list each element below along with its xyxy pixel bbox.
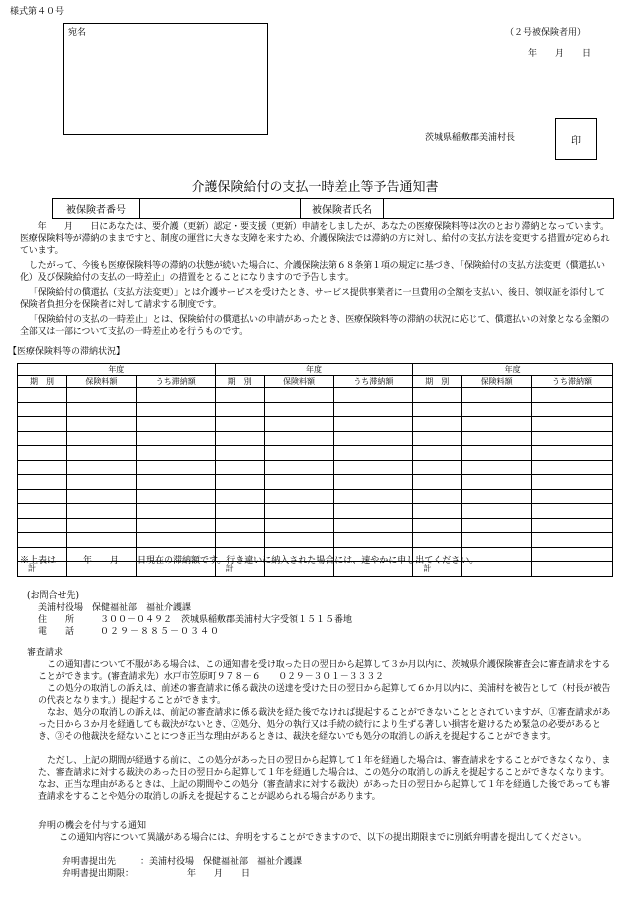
table-cell [532, 533, 613, 548]
table-cell [413, 446, 462, 461]
table-cell [136, 446, 215, 461]
table-cell [334, 388, 413, 403]
arrears-table [17, 363, 613, 577]
table-cell [215, 460, 264, 475]
review-heading: 審査請求 [27, 648, 64, 658]
table-cell [215, 402, 264, 417]
table-cell [66, 460, 136, 475]
table-cell [264, 504, 334, 519]
intro-paragraph-3: 「保険給付の償還払（支払方法変更）」とは介護サービスを受けたとき、サービス提供事業者に一旦費用の全額を支払い、後日、領収証を添付して保険者負担分を保険者に対して請求する制度です。 [20, 288, 605, 310]
table-cell [136, 417, 215, 432]
premium-header: 保険料額 [462, 376, 532, 388]
table-cell [334, 460, 413, 475]
hearing-dest: ：美浦村役場 保健福祉部 福祉介護課 [140, 857, 303, 867]
review-paragraph-2: この処分の取消しの訴えは、前述の審査請求に係る裁決の送達を受けた日の翌日から起算して６か月以内に、美浦村を被告として（村長が被告の代表となります。）提起することができます。 [38, 684, 611, 706]
table-cell [66, 402, 136, 417]
review-paragraph-3: なお、処分の取消しの訴えは、前記の審査請求に係る裁決を経た後でなければ提起することができないこととされていますが、①審査請求があった日から３か月を経過しても裁決がないとき、②処分、処分の執行又は手続の続行により生ずる著しい損害を避けるため緊急の必要があるとき、③その他裁決を経ないことにつき正当な理由があるときは、裁決を経ないでも処分の取消しの訴えを提起することができます。 [38, 708, 611, 742]
table-cell [136, 489, 215, 504]
issue-date: 年 月 日 [528, 49, 592, 59]
table-row [18, 460, 613, 475]
insured-number-field[interactable] [140, 199, 301, 218]
hearing-text: この通知内容について異議がある場合には、弁明をすることができますので、以下の提出期限までに別紙弁明書を提出してください。 [59, 833, 587, 843]
table-cell [215, 417, 264, 432]
addressee-box [63, 23, 268, 135]
table-cell [66, 518, 136, 533]
table-row [18, 388, 613, 403]
hearing-dest-label: 弁明書提出先 [62, 857, 117, 867]
review-paragraph-1: この通知書について不服がある場合は、この通知書を受け取った日の翌日から起算して３か月以内に、茨城県介護保険審査会に審査請求をすることができます。(審査請求先）水戸市笠原町９７８－６ ０２９－３０１－３３３２ [38, 660, 611, 682]
period-header: 期 別 [18, 376, 67, 388]
table-row [18, 431, 613, 446]
table-cell [215, 431, 264, 446]
table-cell [462, 446, 532, 461]
insured-name-field[interactable] [384, 199, 613, 218]
table-row [18, 533, 613, 548]
table-cell [136, 431, 215, 446]
table-cell [18, 489, 67, 504]
insured-name-label: 被保険者氏名 [301, 199, 384, 218]
table-cell [264, 475, 334, 490]
table-row [18, 489, 613, 504]
table-cell [18, 518, 67, 533]
period-header: 期 別 [413, 376, 462, 388]
table-cell [264, 402, 334, 417]
table-row [18, 417, 613, 432]
intro-paragraph-2: したがって、今後も医療保険料等の滞納の状態が続いた場合に、介護保険法第６８条第１項の規定に基づき、「保険給付の支払方法変更（償還払い化）及び保険給付の支払の一時差止」の措置をとることになりますので予告します。 [20, 261, 605, 283]
arrears-header: うち滞納額 [136, 376, 215, 388]
page-title: 介護保険給付の支払一時差止等予告通知書 [191, 180, 439, 195]
contact-phone-label: 電 話 [38, 627, 75, 637]
table-cell [264, 518, 334, 533]
table-cell [413, 533, 462, 548]
table-cell [532, 388, 613, 403]
hearing-deadline: 年 月 日 [187, 869, 251, 879]
table-cell [413, 431, 462, 446]
table-cell [462, 388, 532, 403]
table-cell [462, 417, 532, 432]
table-cell [532, 417, 613, 432]
table-cell [136, 533, 215, 548]
table-cell [18, 460, 67, 475]
table-cell [532, 460, 613, 475]
insured-info-row [52, 198, 614, 219]
table-cell [66, 388, 136, 403]
total-label: 計 [413, 562, 462, 577]
contact-heading: (お問合せ先) [27, 591, 80, 601]
intro-paragraph-4: 「保険給付の支払の一時差止」とは、保険給付の償還払いの申請があったとき、医療保険料等の滞納の状況に応じて、償還払いの対象となる金額の全部又は一部について支払の一時差止めを行うものです。 [20, 315, 610, 337]
table-cell [413, 504, 462, 519]
table-cell [18, 402, 67, 417]
table-cell [334, 518, 413, 533]
table-cell [532, 562, 613, 577]
period-header: 期 別 [215, 376, 264, 388]
table-column-header-row [18, 376, 613, 388]
table-cell [264, 460, 334, 475]
seal-label: 印 [571, 135, 581, 147]
table-cell [264, 417, 334, 432]
table-cell [264, 489, 334, 504]
table-cell [215, 446, 264, 461]
table-cell [462, 518, 532, 533]
table-cell [462, 504, 532, 519]
table-cell [413, 417, 462, 432]
table-cell [413, 388, 462, 403]
table-cell [66, 489, 136, 504]
form-number: 様式第４０号 [10, 7, 65, 17]
table-cell [215, 533, 264, 548]
table-cell [334, 533, 413, 548]
table-cell [18, 388, 67, 403]
table-cell [136, 504, 215, 519]
table-cell [136, 460, 215, 475]
premium-header: 保険料額 [66, 376, 136, 388]
table-cell [462, 533, 532, 548]
year-header: 年度 [18, 364, 216, 376]
total-label: 計 [215, 562, 264, 577]
intro-paragraph-1: 年 月 日にあなたは、要介護（更新）認定・要支援（更新）申請をしましたが、あなたの医療保険料等は次のとおり滞納となっています。医療保険料等が滞納のままですと、制度の運営に大きな支障を来すため、介護保険法では滞納の方に対し、給付の支払方法を変更する措置が定められています。 [20, 222, 610, 256]
table-cell [532, 431, 613, 446]
table-cell [264, 446, 334, 461]
table-cell [532, 402, 613, 417]
section-title: 【医療保険料等の滞納状況】 [8, 347, 126, 357]
table-cell [264, 388, 334, 403]
table-cell [215, 388, 264, 403]
total-label: 計 [18, 562, 67, 577]
table-cell [462, 475, 532, 490]
arrears-header: うち滞納額 [532, 376, 613, 388]
table-cell [532, 446, 613, 461]
table-cell [462, 460, 532, 475]
addressee-label: 宛名 [68, 28, 87, 38]
premium-header: 保険料額 [264, 376, 334, 388]
table-cell [215, 489, 264, 504]
table-cell [462, 402, 532, 417]
table-cell [136, 388, 215, 403]
table-cell [532, 547, 613, 562]
table-cell [66, 533, 136, 548]
table-cell [66, 417, 136, 432]
table-cell [532, 475, 613, 490]
table-cell [66, 475, 136, 490]
table-cell [334, 446, 413, 461]
contact-office: 美浦村役場 保健福祉部 福祉介護課 [38, 603, 192, 613]
table-cell [532, 504, 613, 519]
table-cell [215, 518, 264, 533]
table-note: ※上表は 年 月 日現在の滞納額です。行き違いに納入された場合には、速やかに申し出てください。 [20, 556, 479, 566]
table-cell [66, 431, 136, 446]
table-row [18, 402, 613, 417]
table-cell [136, 402, 215, 417]
table-cell [18, 533, 67, 548]
insured-number-label: 被保険者番号 [53, 199, 140, 218]
table-cell [462, 431, 532, 446]
hearing-deadline-label: 弁明書提出期限： [62, 869, 135, 879]
table-row [18, 446, 613, 461]
table-cell [413, 460, 462, 475]
table-cell [18, 431, 67, 446]
contact-address: ３００－０４９２ 茨城県稲敷郡美浦村大字受領１５１５番地 [100, 615, 353, 625]
year-header: 年度 [413, 364, 613, 376]
table-row [18, 475, 613, 490]
table-cell [18, 504, 67, 519]
table-cell [334, 489, 413, 504]
table-cell [413, 518, 462, 533]
contact-address-label: 住 所 [38, 615, 75, 625]
table-cell [18, 475, 67, 490]
table-cell [334, 475, 413, 490]
table-cell [334, 417, 413, 432]
table-cell [334, 431, 413, 446]
hearing-heading: 弁明の機会を付与する通知 [38, 821, 147, 831]
table-cell [264, 533, 334, 548]
review-paragraph-4: ただし、上記の期間が経過する前に、この処分があった日の翌日から起算して１年を経過した場合は、審査請求をすることができなくなり、また、審査請求に対する裁決のあった日の翌日から起算して１年を経過した場合は、この処分の取消しの訴えを提起することができなくなります。なお、正当な理由があるときは、上記の期間やこの処分（審査請求に対する裁決）があった日の翌日から起算して１年を経過した後であっても審査請求をすることや処分の取消しの訴えを提起することが認められる場合があります。 [38, 756, 611, 802]
table-cell [136, 475, 215, 490]
table-cell [334, 402, 413, 417]
table-cell [413, 402, 462, 417]
table-cell [532, 518, 613, 533]
table-cell [136, 518, 215, 533]
table-year-row [18, 364, 613, 376]
table-cell [215, 475, 264, 490]
table-cell [66, 504, 136, 519]
table-cell [215, 504, 264, 519]
table-cell [532, 489, 613, 504]
table-cell [66, 446, 136, 461]
issuer-name: 茨城県稲敷郡美浦村長 [425, 133, 516, 143]
table-cell [18, 446, 67, 461]
year-header: 年度 [215, 364, 413, 376]
table-cell [462, 489, 532, 504]
table-row [18, 518, 613, 533]
table-cell [264, 431, 334, 446]
table-cell [18, 417, 67, 432]
form-type: （２号被保険者用） [505, 28, 587, 38]
arrears-header: うち滞納額 [334, 376, 413, 388]
table-cell [413, 475, 462, 490]
table-cell [334, 504, 413, 519]
table-row [18, 504, 613, 519]
seal-box [555, 118, 597, 160]
contact-phone: ０２９－８８５－０３４０ [100, 627, 221, 637]
table-cell [413, 489, 462, 504]
